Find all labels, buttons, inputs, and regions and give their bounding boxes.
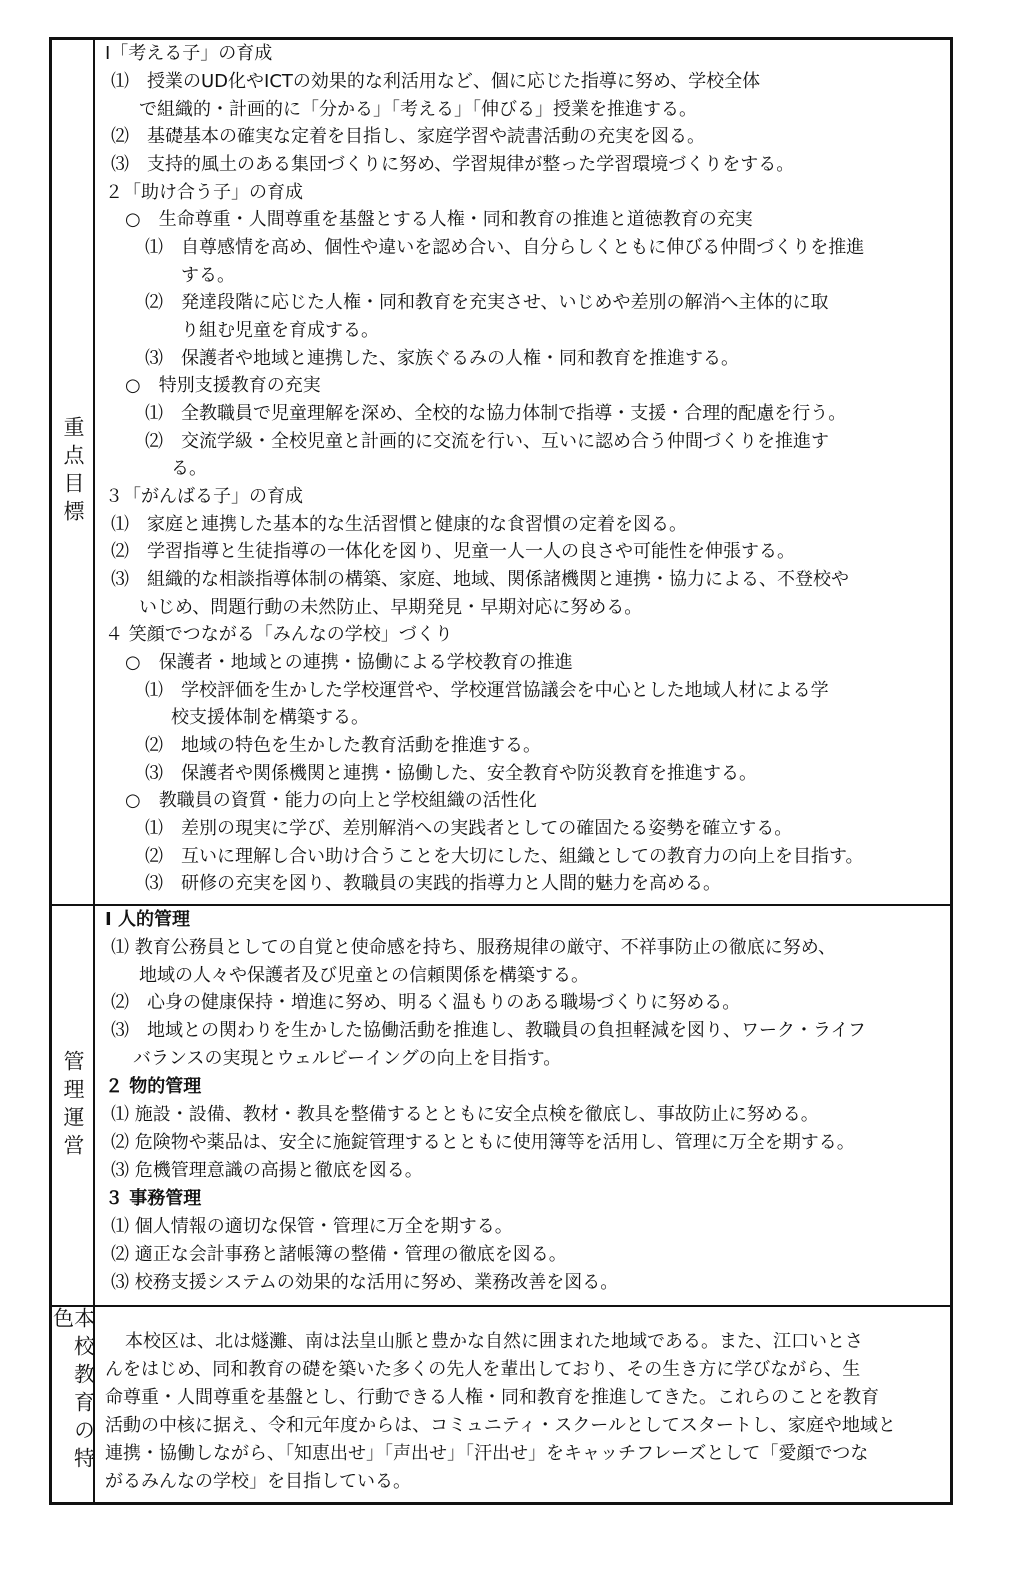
text-line: ⑵ 心身の健康保持・増進に努め、明るく温もりのある職場づくりに努める。 (111, 992, 741, 1013)
section-school-features (52, 1305, 950, 1502)
policy-table (49, 37, 953, 1505)
text-line: がるみんなの学校」を目指している。 (105, 1471, 411, 1492)
text-line: ４ 笑顔でつながる「みんなの学校」づくり (105, 624, 453, 645)
text-line: ○ 保護者・地域との連携・協働による学校教育の推進 (125, 652, 573, 673)
text-line: ⑵ 互いに理解し合い助け合うことを大切にした、組織としての教育力の向上を目指す。 (145, 846, 864, 867)
text-line: ⑵ 危険物や薬品は、安全に施錠管理するとともに使用簿等を活用し、管理に万全を期する。 (111, 1132, 855, 1153)
text-line: る。 (171, 458, 207, 479)
text-line: ⑶ 保護者や地域と連携した、家族ぐるみの人権・同和教育を推進する。 (145, 348, 739, 369)
text-line: ２「助け合う子」の育成 (105, 182, 303, 203)
text-line: ⑴ 差別の現実に学び、差別解消への実践者としての確固たる姿勢を確立する。 (145, 818, 793, 839)
section-content (105, 906, 946, 1305)
text-line: り組む児童を育成する。 (181, 320, 379, 341)
section-content (105, 1307, 946, 1502)
text-line: Ⅰ「考える子」の育成 (105, 43, 273, 64)
text-line: ⑶ 保護者や関係機関と連携・協働した、安全教育や防災教育を推進する。 (145, 763, 757, 784)
text-line: んをはじめ、同和教育の礎を築いた多くの先人を輩出しており、その生き方に学びながら、生 (105, 1359, 861, 1380)
text-line: ⑶ 組織的な相談指導体制の構築、家庭、地域、関係諸機関と連携・協力による、不登校や (111, 569, 849, 590)
text-line: 活動の中核に据え、令和元年度からは、コミュニティ・スクールとしてスタートし、家庭や地域と (105, 1415, 896, 1436)
text-line: ⑵ 交流学級・全校児童と計画的に交流を行い、互いに認め合う仲間づくりを推進す (145, 431, 829, 452)
text-line: ⑵ 発達段階に応じた人権・同和教育を充実させ、いじめや差別の解消へ主体的に取 (145, 292, 829, 313)
text-line: ⑵ 地域の特色を生かした教育活動を推進する。 (145, 735, 541, 756)
text-line: ⑴ 家庭と連携した基本的な生活習慣と健康的な食習慣の定着を図る。 (111, 514, 687, 535)
text-line: 校支援体制を構築する。 (171, 707, 369, 728)
row-label: 本校教育の特色 (50, 1307, 96, 1475)
text-line: ３「がんばる子」の育成 (105, 486, 303, 507)
text-line: 命尊重・人間尊重を基盤とし、行動できる人権・同和教育を推進してきた。これらのことを教育 (105, 1387, 879, 1408)
text-line: バランスの実現とウェルビーイングの向上を目指す。 (133, 1048, 562, 1069)
text-line: ⑶ 研修の充実を図り、教職員の実践的指導力と人間的魅力を高める。 (145, 873, 721, 894)
row-label-cell (52, 1307, 95, 1502)
text-line: 連携・協働しながら、「知恵出せ」「声出せ」「汗出せ」をキャッチフレーズとして「愛顔でつな (105, 1443, 869, 1464)
text-line: ⑶ 危機管理意識の高揚と徹底を図る。 (111, 1160, 423, 1181)
text-line: ⑴ 施設・設備、教材・教具を整備するとともに安全点検を徹底し、事故防止に努める。 (111, 1104, 819, 1125)
text-line: ⑴ 授業のUD化やICTの効果的な利活用など、個に応じた指導に努め、学校全体 (111, 71, 761, 92)
text-line: ⑴ 教育公務員としての自覚と使命感を持ち、服務規律の厳守、不祥事防止の徹底に努め、 (111, 937, 836, 958)
row-label-cell (52, 906, 95, 1305)
text-line: ⑴ 自尊感情を高め、個性や違いを認め合い、自分らしくともに伸びる仲間づくりを推進 (145, 237, 865, 258)
text-line: する。 (181, 265, 235, 286)
subsection-heading: Ⅰ 人的管理 (105, 909, 190, 930)
text-line: で組織的・計画的に「分かる」「考える」「伸びる」授業を推進する。 (139, 99, 697, 120)
text-line: ⑴ 個人情報の適切な保管・管理に万全を期する。 (111, 1216, 513, 1237)
text-line: いじめ、問題行動の未然防止、早期発見・早期対応に努める。 (139, 597, 643, 618)
text-line: ⑴ 全教職員で児童理解を深め、全校的な協力体制で指導・支援・合理的配慮を行う。 (145, 403, 847, 424)
row-label-cell (52, 40, 95, 904)
text-line: ○ 教職員の資質・能力の向上と学校組織の活性化 (125, 790, 537, 811)
section-content (105, 40, 946, 904)
text-line: ⑵ 基礎基本の確実な定着を目指し、家庭学習や読書活動の充実を図る。 (111, 126, 705, 147)
text-line: ⑶ 校務支援システムの効果的な活用に努め、業務改善を図る。 (111, 1272, 619, 1293)
text-line: ⑵ 学習指導と生徒指導の一体化を図り、児童一人一人の良さや可能性を伸張する。 (111, 541, 795, 562)
subsection-heading: ２ 物的管理 (105, 1076, 202, 1097)
row-label: 重点目標 (61, 416, 85, 528)
text-line: 本校区は、北は燧灘、南は法皇山脈と豊かな自然に囲まれた地域である。また、江口いとさ (125, 1331, 863, 1352)
text-line: 地域の人々や保護者及び児童との信頼関係を構築する。 (139, 965, 589, 986)
text-line: ⑶ 支持的風土のある集団づくりに努め、学習規律が整った学習環境づくりをする。 (111, 154, 795, 175)
text-line: ○ 特別支援教育の充実 (125, 375, 321, 396)
section-priority-goals (52, 40, 950, 904)
row-label: 管理運営 (61, 1049, 85, 1162)
text-line: ⑶ 地域との関わりを生かした協働活動を推進し、教職員の負担軽減を図り、ワーク・ライフ (111, 1020, 866, 1041)
text-line: ⑵ 適正な会計事務と諸帳簿の整備・管理の徹底を図る。 (111, 1244, 567, 1265)
subsection-heading: ３ 事務管理 (105, 1188, 202, 1209)
text-line: ○ 生命尊重・人間尊重を基盤とする人権・同和教育の推進と道徳教育の充実 (125, 209, 753, 230)
section-management (52, 904, 950, 1305)
text-line: ⑴ 学校評価を生かした学校運営や、学校運営協議会を中心とした地域人材による学 (145, 680, 829, 701)
